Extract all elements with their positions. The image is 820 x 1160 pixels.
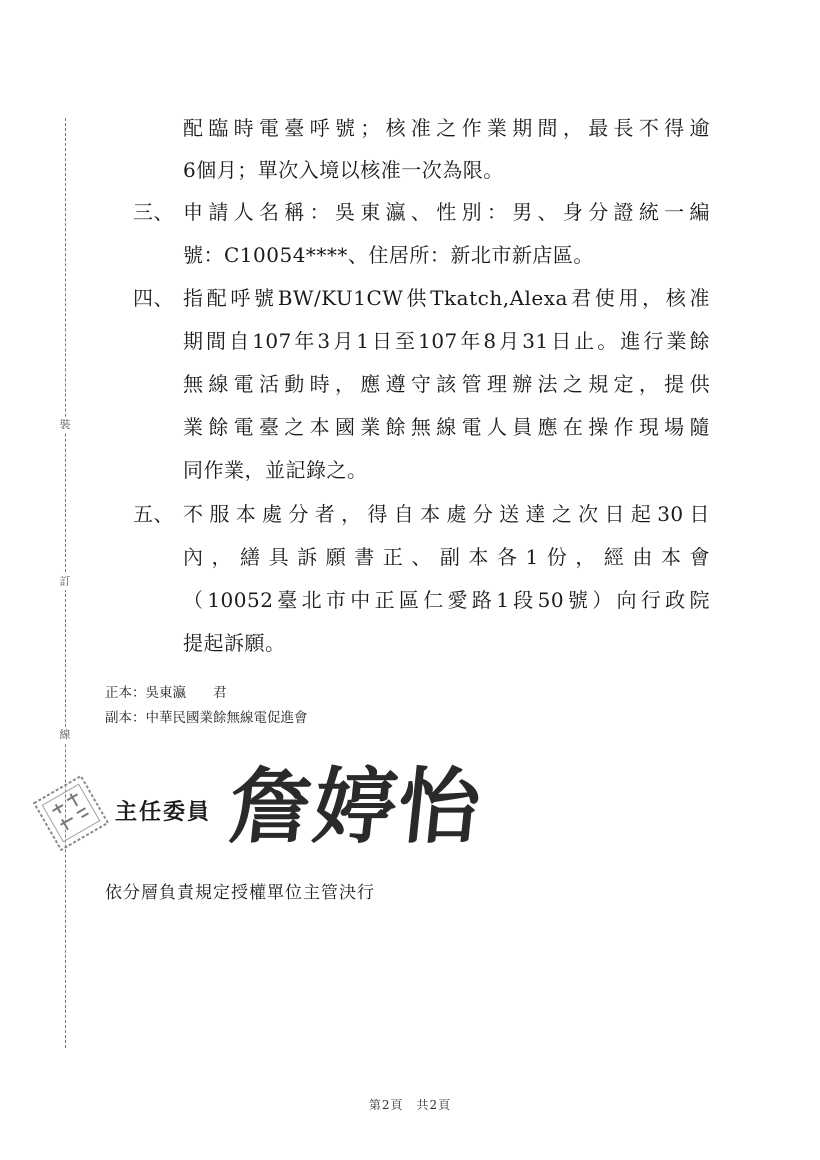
original-recipient: 正本：吳東瀛 君: [105, 685, 227, 701]
item-4-line-3: 無線電活動時，應遵守該管理辦法之規定，提供: [183, 372, 710, 396]
item-3-label: 三、: [133, 200, 174, 224]
copy-recipient: 副本：中華民國業餘無線電促進會: [105, 710, 308, 726]
signatory-title: 主任委員: [115, 799, 212, 825]
continuation-line-1: 配臨時電臺呼號；核准之作業期間，最長不得逾: [183, 116, 710, 140]
item-4-line-5: 同作業，並記錄之。: [183, 458, 368, 482]
item-4-line-4: 業餘電臺之本國業餘無線電人員應在操作現場隨: [183, 415, 710, 439]
seam-stamp-icon: [29, 771, 114, 856]
item-5-line-1: 不服本處分者，得自本處分送達之次日起30日: [183, 502, 710, 526]
item-4-line-1: 指配呼號BW/KU1CW供Tkatch,Alexa君使用，核准: [183, 286, 710, 310]
item-5-line-3: （10052臺北市中正區仁愛路1段50號）向行政院: [183, 588, 710, 612]
item-5-line-4: 提起訴願。: [183, 631, 286, 655]
item-4-line-2: 期間自107年3月1日至107年8月31日止。進行業餘: [183, 329, 710, 353]
item-4-label: 四、: [133, 286, 174, 310]
continuation-line-2: 6個月；單次入境以核准一次為限。: [183, 158, 504, 182]
item-5-line-2: 內，繕具訴願書正、副本各1份，經由本會: [183, 545, 710, 569]
item-3-line-2: 號：C10054****、住居所：新北市新店區。: [183, 243, 594, 267]
item-5-label: 五、: [133, 502, 174, 526]
binding-mark-xian: 線: [57, 727, 73, 743]
signature-name: 詹婷怡: [224, 759, 488, 855]
authority-note: 依分層負責規定授權單位主管決行: [105, 883, 375, 903]
binding-mark-zhuang: 裝: [57, 417, 73, 433]
item-3-line-1: 申請人名稱：吳東瀛、性別：男、身分證統一編: [183, 200, 710, 224]
page-number: 第2頁 共2頁: [368, 1098, 452, 1112]
binding-mark-ding: 訂: [57, 574, 73, 590]
